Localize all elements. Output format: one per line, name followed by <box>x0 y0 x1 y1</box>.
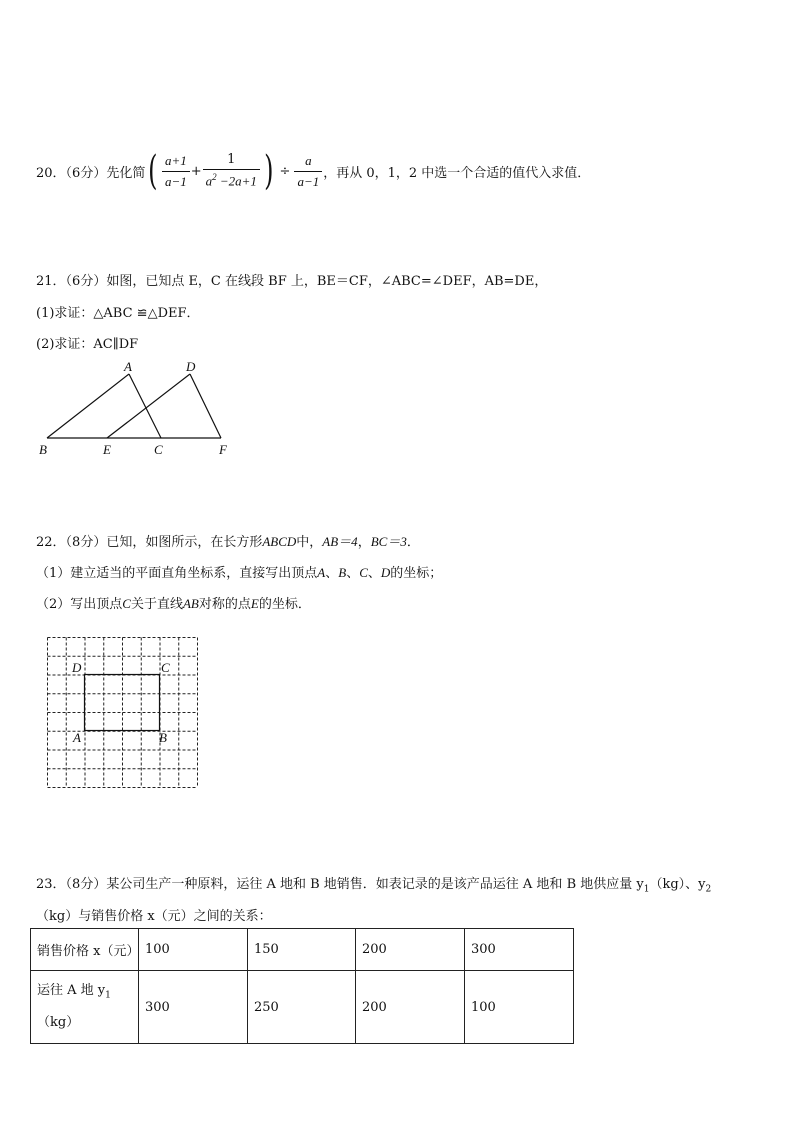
sep: 、 <box>367 566 381 581</box>
q22-part2-pre: （2）写出顶点 <box>36 597 123 612</box>
table-cell: 300 <box>465 929 574 971</box>
row-label-a: 运往 A 地 y <box>37 982 106 998</box>
q22-part1 <box>36 562 442 581</box>
superscript-2: 2 <box>212 172 217 183</box>
table-cell: 100 <box>465 971 574 1044</box>
table-cell: 250 <box>248 971 356 1044</box>
label-D: D <box>186 359 196 374</box>
table-row <box>31 929 574 971</box>
q21-stem: 21．（6分）如图，已知点 E，C 在线段 BF 上，BE＝CF，∠ABC=∠DEF，AB=DE， <box>36 274 548 289</box>
q23-stem-line1 <box>36 873 711 895</box>
grid-label-C: C <box>161 660 170 675</box>
label-F: F <box>219 442 227 457</box>
table-cell: 销售价格 x（元） <box>31 929 139 971</box>
q20-suffix: ，再从 0，1，2 中选一个合适的值代入求值． <box>323 165 591 181</box>
fraction-numerator: a <box>305 152 312 168</box>
fraction-denominator <box>203 169 260 189</box>
q21-part2: (2)求证：AC∥DF <box>36 337 139 352</box>
q22-stem-pre: 22．（8分）已知，如图所示，在长方形 <box>36 535 263 550</box>
q20-prefix: 20．（6分）先化简 <box>36 165 146 181</box>
bc-length: BC＝3 <box>370 534 407 549</box>
sep: 、 <box>346 566 360 581</box>
fraction-a-over-a-minus-1 <box>294 153 322 190</box>
label-B: B <box>39 442 47 457</box>
q23-stem1-pre: 23．（8分）某公司生产一种原料，运往 A 地和 B 地销售．如表记录的是该产品运往 A 地和 B 地供应量 y <box>36 877 644 892</box>
denominator-a: a <box>205 173 213 189</box>
q20-line <box>36 146 590 196</box>
vertex-C: C <box>122 596 131 611</box>
q22-part2-post: 的坐标． <box>258 597 311 612</box>
q23-stem1-mid: （kg）、y <box>649 877 706 892</box>
fraction-a-plus-1-over-a-minus-1 <box>162 153 190 190</box>
left-paren: ( <box>148 148 158 194</box>
row-label-b: （kg） <box>37 1015 80 1031</box>
table-cell: 150 <box>248 929 356 971</box>
fraction-1-over-quadratic <box>203 152 260 189</box>
q22-part1-post: 的坐标； <box>390 566 443 581</box>
subscript: 1 <box>643 884 650 895</box>
line-AB: AB <box>182 596 199 611</box>
q22-stem-mid: 中， <box>296 535 323 550</box>
label-A: A <box>124 359 132 374</box>
label-E: E <box>103 442 111 457</box>
table-cell: 200 <box>356 929 465 971</box>
q22-end: ． <box>406 535 420 550</box>
q23-table <box>30 928 574 1044</box>
q22-grid-figure <box>40 630 204 792</box>
vertex-A: A <box>317 565 326 580</box>
table-cell: 100 <box>139 929 248 971</box>
subscript: 1 <box>105 990 111 1001</box>
q22-stem <box>36 531 420 550</box>
q22-part2-mid: 关于直线 <box>130 597 183 612</box>
vertex-C: C <box>359 565 368 580</box>
fraction-numerator: 1 <box>227 152 236 168</box>
plus-sign: + <box>190 163 202 179</box>
denominator-rest: −2a+1 <box>216 173 257 189</box>
segment-DF <box>190 374 221 438</box>
vertex-B: B <box>338 565 347 580</box>
table-cell: 300 <box>139 971 248 1044</box>
rect-name: ABCD <box>262 534 297 549</box>
q21-triangle-figure <box>30 358 240 462</box>
vertex-D: D <box>380 565 391 580</box>
point-E: E <box>250 596 259 611</box>
table-row <box>31 971 574 1044</box>
fraction-denominator: a−1 <box>162 171 190 190</box>
q23-stem-line2: （kg）与销售价格 x（元）之间的关系： <box>36 909 272 924</box>
segment-BA <box>47 374 129 438</box>
grid-label-B: B <box>159 730 167 745</box>
q22-part2 <box>36 593 311 612</box>
table-cell: 200 <box>356 971 465 1044</box>
q21-part1: (1)求证：△ABC ≌△DEF． <box>36 306 200 321</box>
q22-comma: ， <box>357 535 371 550</box>
grid-label-A: A <box>73 730 81 745</box>
right-paren: ) <box>264 148 274 194</box>
subscript: 2 <box>705 884 712 895</box>
fraction-numerator: a+1 <box>164 152 187 168</box>
grid-label-D: D <box>72 660 82 675</box>
q22-part2-mid2: 对称的点 <box>198 597 251 612</box>
q22-part1-pre: （1）建立适当的平面直角坐标系，直接写出顶点 <box>36 566 318 581</box>
table-cell-label <box>31 971 139 1044</box>
ab-length: AB＝4 <box>322 534 358 549</box>
segment-AC <box>129 374 161 438</box>
label-C: C <box>154 442 163 457</box>
segment-ED <box>107 374 190 438</box>
divide-sign: ÷ <box>279 163 291 179</box>
fraction-denominator: a−1 <box>294 171 322 190</box>
sep: 、 <box>325 566 339 581</box>
